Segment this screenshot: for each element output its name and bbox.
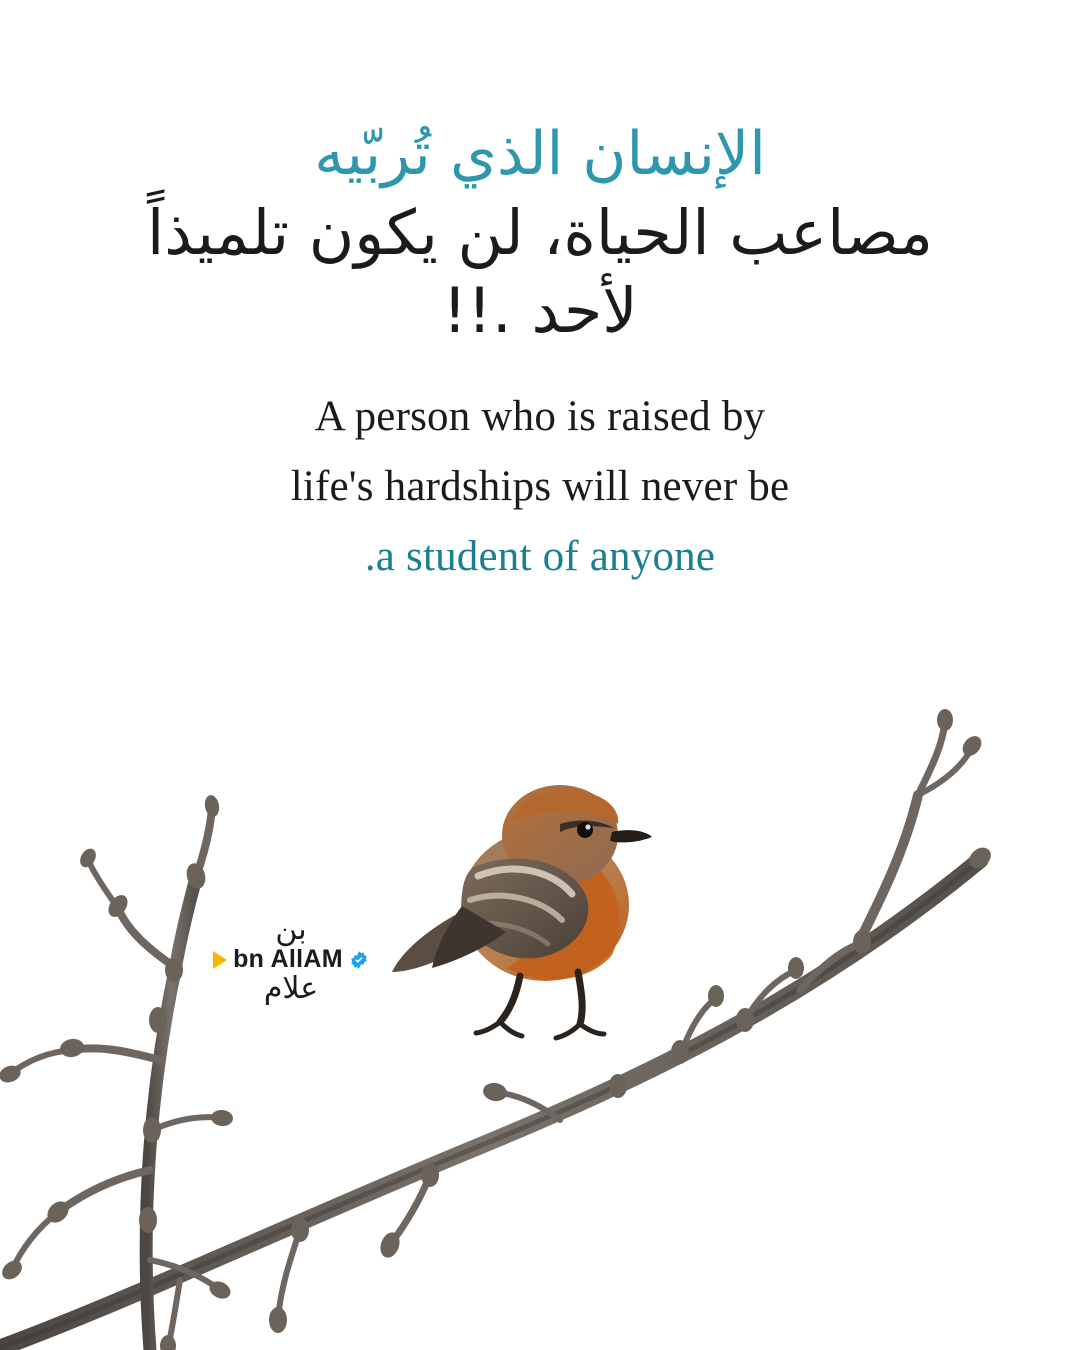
play-triangle-icon xyxy=(213,951,227,969)
quote-text-block xyxy=(0,0,1080,591)
bird-on-branch-illustration xyxy=(0,700,1080,1350)
watermark-arabic-bottom: علام xyxy=(263,971,319,1006)
arabic-quote-line-2: مصاعب الحياة، لن يكون تلميذاً xyxy=(146,196,934,270)
bird-figure xyxy=(392,785,652,1038)
english-quote-line-2: life's hardships will never be xyxy=(290,463,790,511)
arabic-quote-line-1: الإنسان الذي تُربّيه xyxy=(314,119,766,189)
english-quote-line-3: .a student of anyone xyxy=(364,532,716,580)
english-quote-line-1: A person who is raised by xyxy=(314,393,766,441)
watermark-handle: bn AllAM xyxy=(233,945,343,973)
watermark-handle-row xyxy=(196,947,386,972)
verified-badge-icon xyxy=(349,950,369,970)
watermark-arabic-top: بن xyxy=(275,912,307,947)
watermark xyxy=(196,912,386,1006)
arabic-quote-line-3: لأحد .!! xyxy=(442,273,638,347)
english-quote-block xyxy=(0,382,1080,591)
